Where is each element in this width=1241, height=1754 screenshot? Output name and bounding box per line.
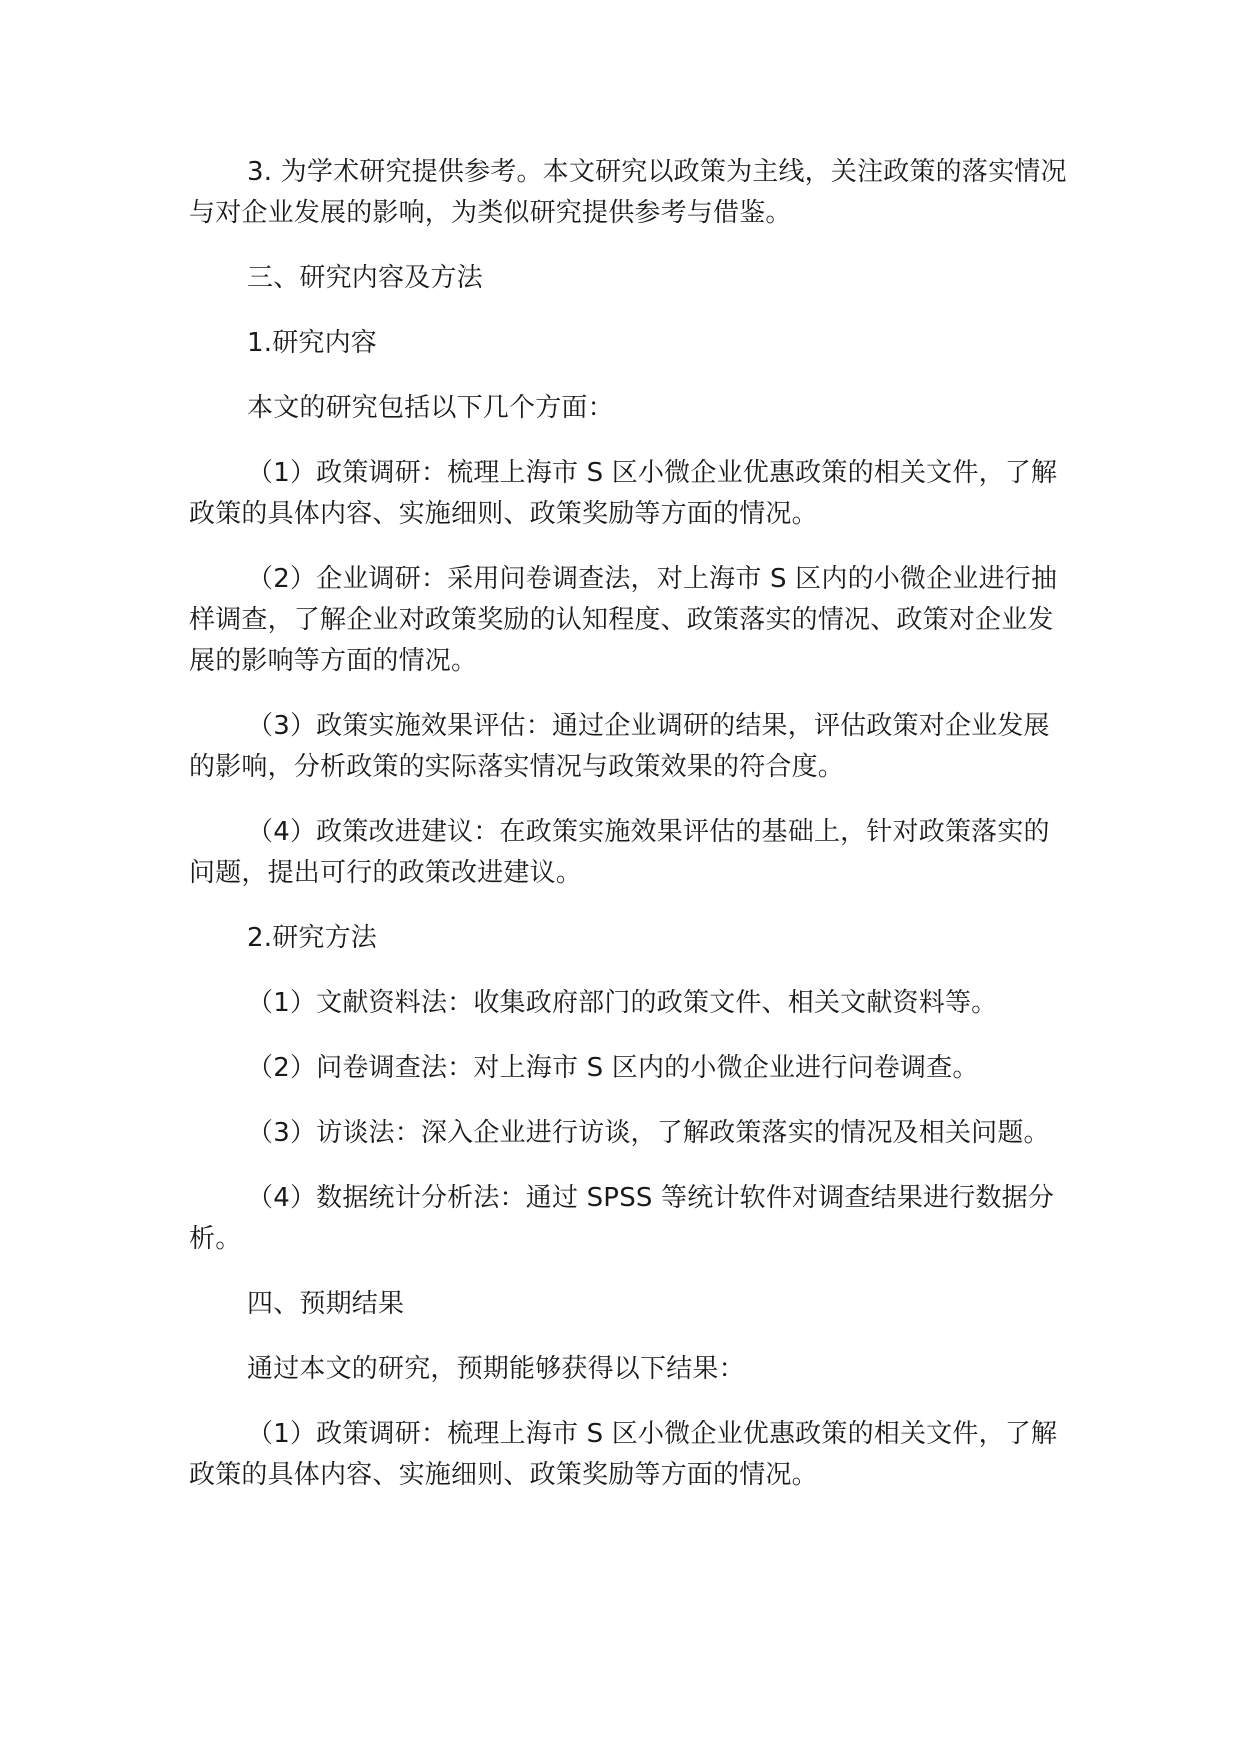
paragraph-content-intro: 本文的研究包括以下几个方面：	[247, 393, 614, 423]
list-item-statistics-method: （4）数据统计分析法：通过 SPSS 等统计软件对调查结果进行数据分析。	[189, 1183, 1055, 1254]
list-item-enterprise-research: （2）企业调研：采用问卷调查法，对上海市 S 区内的小微企业进行抽样调查，了解企业对政策奖励的认知程度、政策落实的情况、政策对企业发展的影响等方面的情况。	[189, 564, 1058, 676]
list-item-literature-method: （1）文献资料法：收集政府部门的政策文件、相关文献资料等。	[247, 988, 998, 1018]
subheading-research-content: 1.研究内容	[247, 328, 378, 358]
body-text	[189, 152, 1069, 1520]
list-item-effect-evaluation: （3）政策实施效果评估：通过企业调研的结果，评估政策对企业发展的影响，分析政策的实际落实情况与政策效果的符合度。	[189, 711, 1050, 782]
list-item-policy-research: （1）政策调研：梳理上海市 S 区小微企业优惠政策的相关文件，了解政策的具体内容、实施细则、政策奖励等方面的情况。	[189, 458, 1058, 529]
paragraph-academic-reference: 3. 为学术研究提供参考。本文研究以政策为主线，关注政策的落实情况与对企业发展的影响，为类似研究提供参考与借鉴。	[189, 157, 1067, 228]
list-item-improvement-suggestions: （4）政策改进建议：在政策实施效果评估的基础上，针对政策落实的问题，提出可行的政策改进建议。	[189, 817, 1050, 888]
subheading-research-methods: 2.研究方法	[247, 923, 378, 953]
section-heading-content-methods: 三、研究内容及方法	[247, 263, 483, 293]
list-item-questionnaire-method: （2）问卷调查法：对上海市 S 区内的小微企业进行问卷调查。	[247, 1053, 979, 1083]
list-item-results-policy-research: （1）政策调研：梳理上海市 S 区小微企业优惠政策的相关文件，了解政策的具体内容、实施细则、政策奖励等方面的情况。	[189, 1419, 1058, 1490]
section-heading-expected-results: 四、预期结果	[247, 1289, 405, 1319]
list-item-interview-method: （3）访谈法：深入企业进行访谈，了解政策落实的情况及相关问题。	[247, 1118, 1050, 1148]
paragraph-results-intro: 通过本文的研究，预期能够获得以下结果：	[247, 1354, 745, 1384]
